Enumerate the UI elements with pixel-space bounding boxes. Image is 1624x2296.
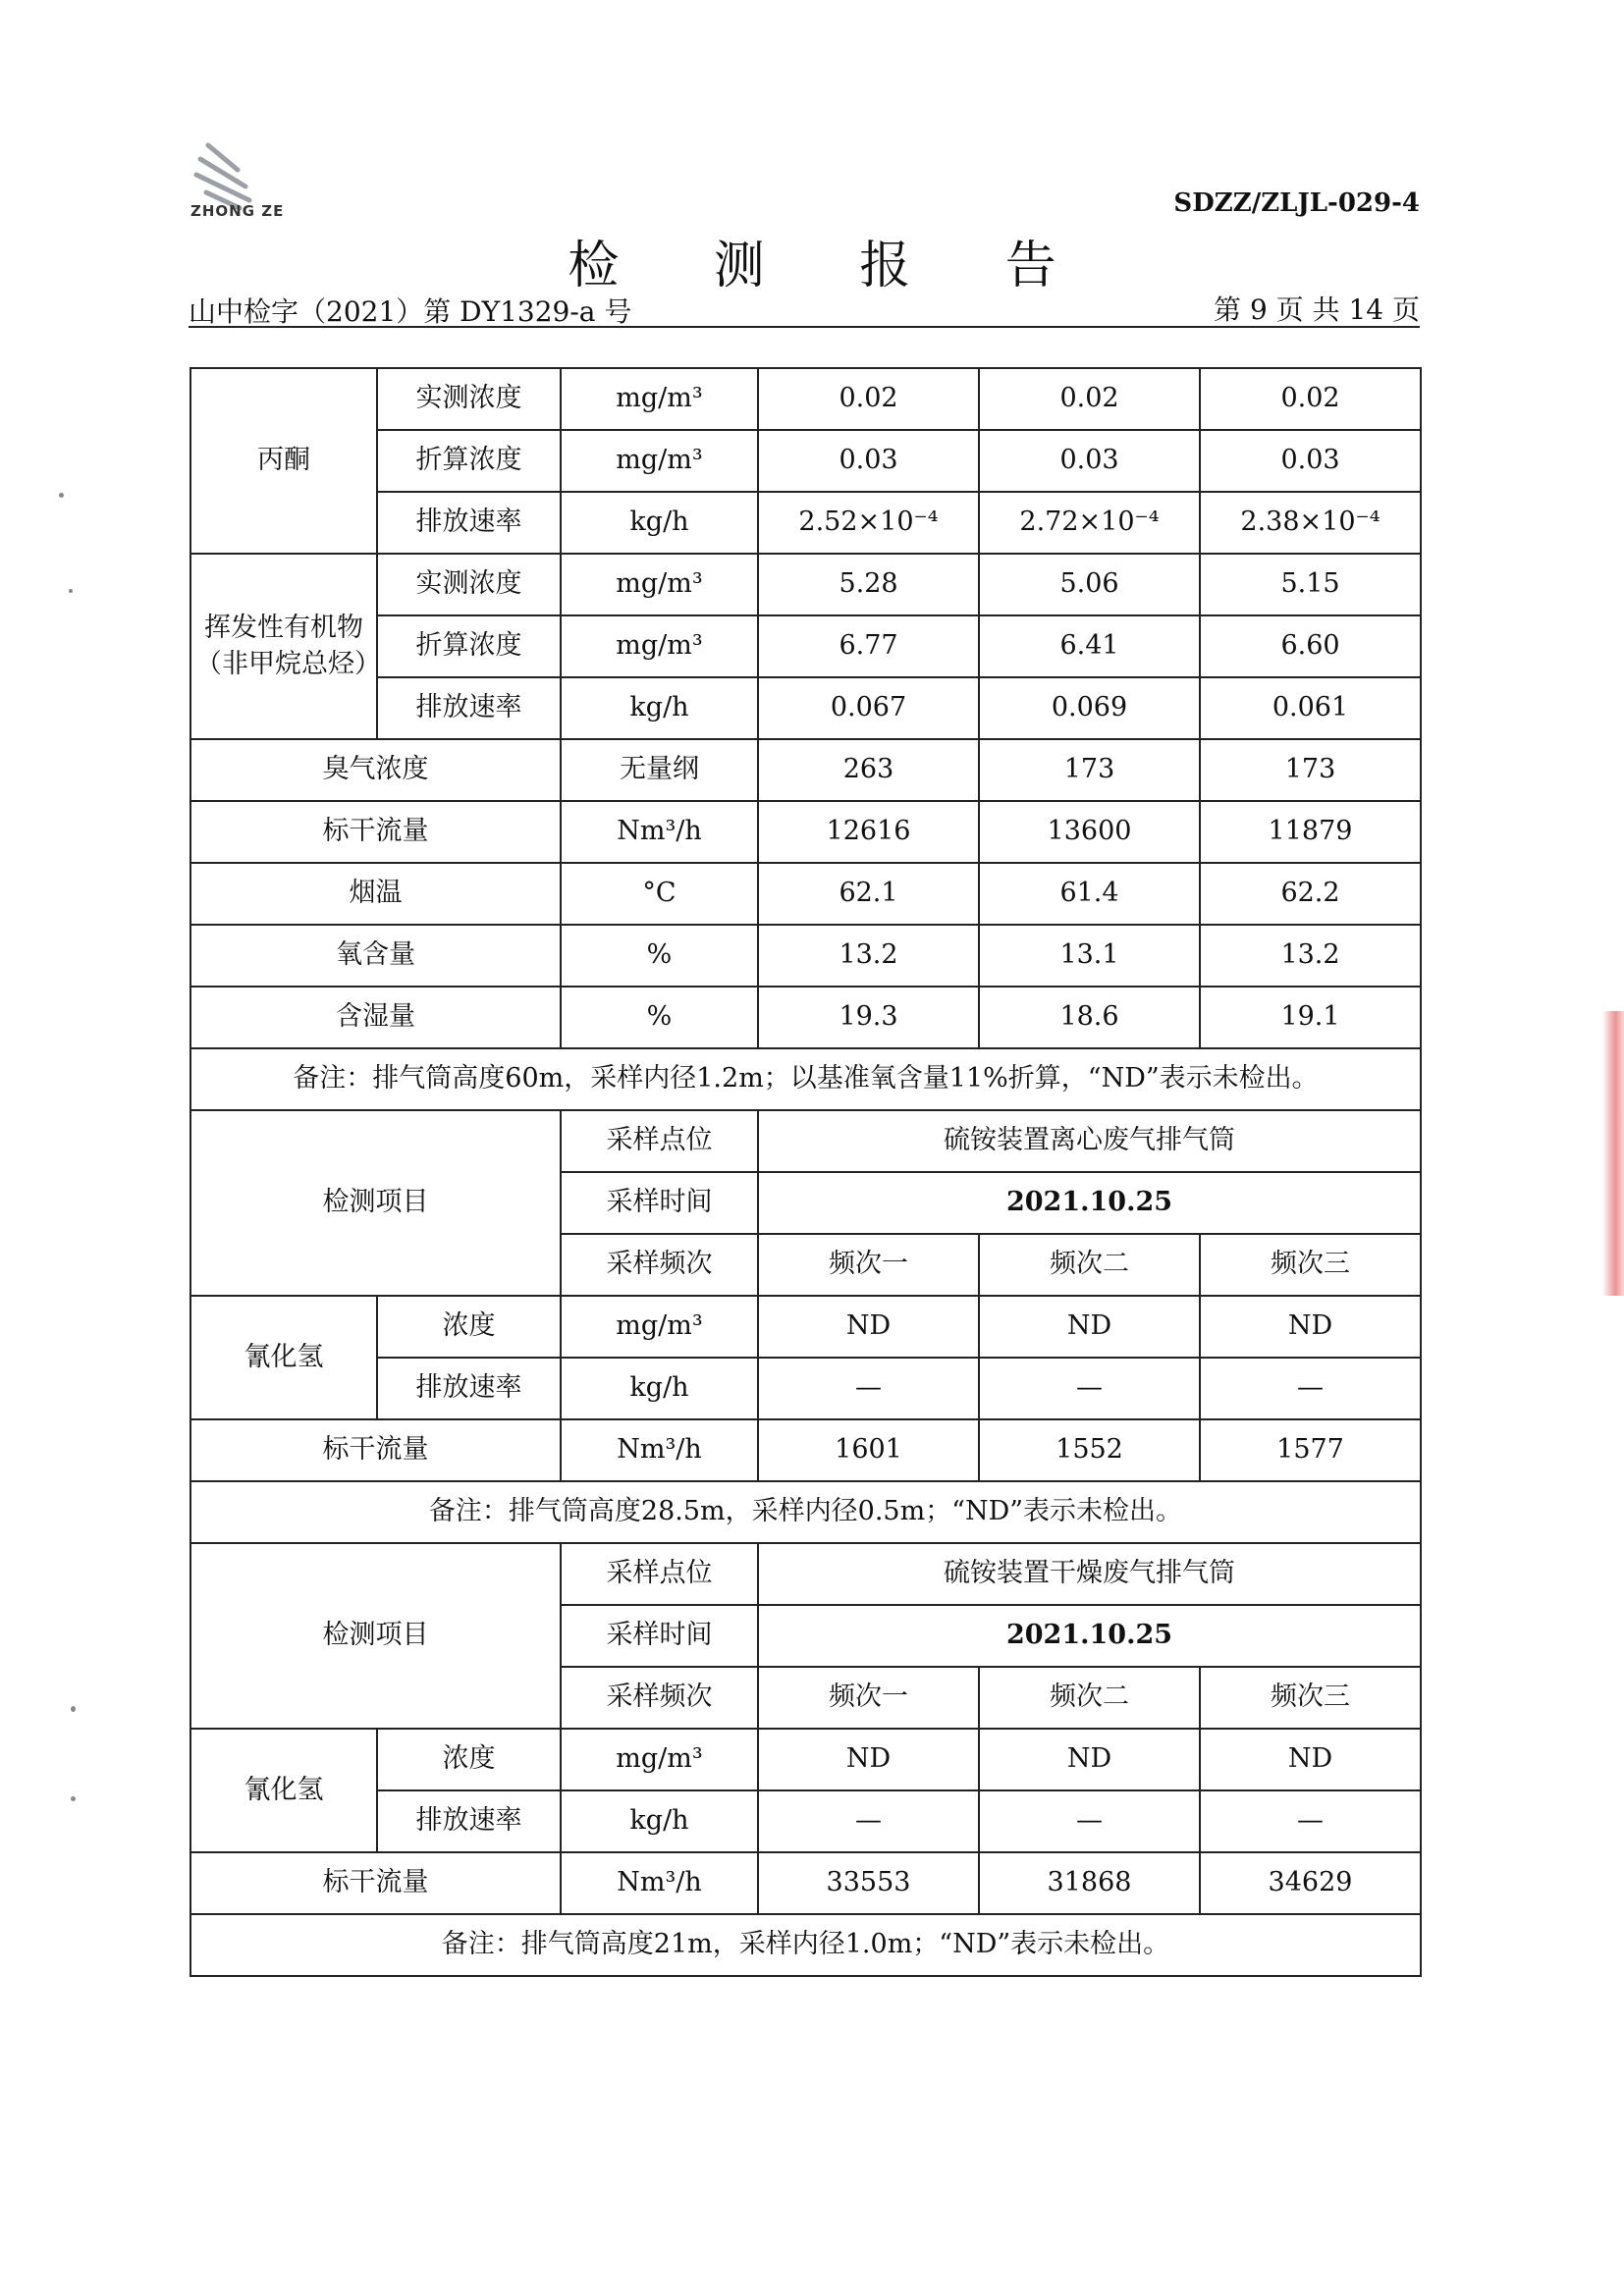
table-row bbox=[190, 925, 1421, 987]
scan-dot bbox=[71, 1796, 76, 1801]
value-cell: ND bbox=[1200, 1296, 1421, 1358]
value-cell: ND bbox=[979, 1729, 1200, 1790]
unit-cell: mg/m³ bbox=[561, 615, 758, 677]
freq-cell: 频次二 bbox=[979, 1234, 1200, 1296]
unit-cell: Nm³/h bbox=[561, 801, 758, 863]
table-row bbox=[190, 1110, 1421, 1172]
value-cell: 0.03 bbox=[1200, 430, 1421, 492]
value-cell: 13600 bbox=[979, 801, 1200, 863]
table-row bbox=[190, 801, 1421, 863]
param-cell: 氧含量 bbox=[190, 925, 561, 987]
table-row bbox=[190, 1048, 1421, 1110]
value-cell: 0.061 bbox=[1200, 677, 1421, 739]
time-label-cell: 采样时间 bbox=[561, 1172, 758, 1234]
value-cell: 19.1 bbox=[1200, 987, 1421, 1048]
param-cell: 实测浓度 bbox=[377, 368, 561, 430]
param-cell: 标干流量 bbox=[190, 801, 561, 863]
scan-dot bbox=[71, 1706, 76, 1712]
value-cell: 173 bbox=[1200, 739, 1421, 801]
value-cell: — bbox=[758, 1358, 979, 1419]
value-cell: 2.52×10⁻⁴ bbox=[758, 492, 979, 554]
value-cell: 5.28 bbox=[758, 554, 979, 615]
unit-cell: kg/h bbox=[561, 1790, 758, 1852]
unit-cell: Nm³/h bbox=[561, 1419, 758, 1481]
value-cell: — bbox=[758, 1790, 979, 1852]
site-cell: 硫铵装置干燥废气排气筒 bbox=[758, 1543, 1421, 1605]
time-cell: 2021.10.25 bbox=[758, 1172, 1421, 1234]
page-number: 第 9 页 共 14 页 bbox=[1214, 294, 1420, 326]
header-divider bbox=[189, 326, 1420, 328]
param-cell: 排放速率 bbox=[377, 1790, 561, 1852]
unit-cell: Nm³/h bbox=[561, 1852, 758, 1914]
value-cell: 34629 bbox=[1200, 1852, 1421, 1914]
unit-cell: mg/m³ bbox=[561, 1296, 758, 1358]
pollutant-name: 丙酮 bbox=[190, 368, 377, 554]
param-cell: 折算浓度 bbox=[377, 430, 561, 492]
unit-cell: kg/h bbox=[561, 677, 758, 739]
value-cell: 263 bbox=[758, 739, 979, 801]
param-cell: 标干流量 bbox=[190, 1419, 561, 1481]
value-cell: — bbox=[979, 1358, 1200, 1419]
unit-cell: mg/m³ bbox=[561, 554, 758, 615]
param-cell: 实测浓度 bbox=[377, 554, 561, 615]
value-cell: 0.069 bbox=[979, 677, 1200, 739]
table-row bbox=[190, 554, 1421, 615]
freq-label-cell: 采样频次 bbox=[561, 1234, 758, 1296]
value-cell: 11879 bbox=[1200, 801, 1421, 863]
value-cell: 31868 bbox=[979, 1852, 1200, 1914]
param-cell: 烟温 bbox=[190, 863, 561, 925]
value-cell: 0.02 bbox=[1200, 368, 1421, 430]
value-cell: 2.72×10⁻⁴ bbox=[979, 492, 1200, 554]
value-cell: 18.6 bbox=[979, 987, 1200, 1048]
site-label-cell: 采样点位 bbox=[561, 1543, 758, 1605]
value-cell: 173 bbox=[979, 739, 1200, 801]
unit-cell: 无量纲 bbox=[561, 739, 758, 801]
scan-dot bbox=[59, 493, 64, 498]
param-cell: 标干流量 bbox=[190, 1852, 561, 1914]
table-row bbox=[190, 1852, 1421, 1914]
value-cell: 1601 bbox=[758, 1419, 979, 1481]
table-row bbox=[190, 368, 1421, 430]
value-cell: 6.60 bbox=[1200, 615, 1421, 677]
table-row bbox=[190, 1419, 1421, 1481]
value-cell: — bbox=[1200, 1358, 1421, 1419]
value-cell: ND bbox=[979, 1296, 1200, 1358]
value-cell: 2.38×10⁻⁴ bbox=[1200, 492, 1421, 554]
freq-cell: 频次三 bbox=[1200, 1667, 1421, 1729]
note-cell: 备注：排气筒高度28.5m，采样内径0.5m；“ND”表示未检出。 bbox=[190, 1481, 1421, 1543]
report-number: 山中检字（2021）第 DY1329-a 号 bbox=[189, 295, 632, 328]
unit-cell: % bbox=[561, 925, 758, 987]
value-cell: 0.03 bbox=[979, 430, 1200, 492]
pollutant-name: 挥发性有机物（非甲烷总烃） bbox=[190, 554, 377, 739]
value-cell: 5.15 bbox=[1200, 554, 1421, 615]
table-row bbox=[190, 1481, 1421, 1543]
param-cell: 浓度 bbox=[377, 1729, 561, 1790]
value-cell: 13.1 bbox=[979, 925, 1200, 987]
results-table bbox=[189, 367, 1422, 1977]
value-cell: 19.3 bbox=[758, 987, 979, 1048]
value-cell: ND bbox=[1200, 1729, 1421, 1790]
value-cell: — bbox=[1200, 1790, 1421, 1852]
param-cell: 排放速率 bbox=[377, 492, 561, 554]
site-cell: 硫铵装置离心废气排气筒 bbox=[758, 1110, 1421, 1172]
param-cell: 臭气浓度 bbox=[190, 739, 561, 801]
table-row bbox=[190, 987, 1421, 1048]
value-cell: — bbox=[979, 1790, 1200, 1852]
value-cell: 62.2 bbox=[1200, 863, 1421, 925]
scan-dot bbox=[69, 589, 73, 593]
param-cell: 排放速率 bbox=[377, 1358, 561, 1419]
site-label-cell: 采样点位 bbox=[561, 1110, 758, 1172]
param-cell: 含湿量 bbox=[190, 987, 561, 1048]
value-cell: 5.06 bbox=[979, 554, 1200, 615]
freq-cell: 频次三 bbox=[1200, 1234, 1421, 1296]
unit-cell: mg/m³ bbox=[561, 430, 758, 492]
unit-cell: kg/h bbox=[561, 1358, 758, 1419]
value-cell: 6.41 bbox=[979, 615, 1200, 677]
value-cell: ND bbox=[758, 1729, 979, 1790]
value-cell: 1552 bbox=[979, 1419, 1200, 1481]
note-cell: 备注：排气筒高度60m，采样内径1.2m；以基准氧含量11%折算，“ND”表示未检出。 bbox=[190, 1048, 1421, 1110]
value-cell: 0.03 bbox=[758, 430, 979, 492]
time-label-cell: 采样时间 bbox=[561, 1605, 758, 1667]
freq-cell: 频次一 bbox=[758, 1234, 979, 1296]
table-row bbox=[190, 739, 1421, 801]
param-cell: 浓度 bbox=[377, 1296, 561, 1358]
freq-label-cell: 采样频次 bbox=[561, 1667, 758, 1729]
pollutant-name: 氰化氢 bbox=[190, 1729, 377, 1852]
table-row bbox=[190, 863, 1421, 925]
value-cell: 13.2 bbox=[1200, 925, 1421, 987]
logo-text: ZHONG ZE bbox=[190, 202, 285, 220]
value-cell: 33553 bbox=[758, 1852, 979, 1914]
param-cell: 折算浓度 bbox=[377, 615, 561, 677]
table-row bbox=[190, 1543, 1421, 1605]
value-cell: 13.2 bbox=[758, 925, 979, 987]
report-title: 检 测 报 告 bbox=[568, 237, 1096, 295]
item-label-cell: 检测项目 bbox=[190, 1110, 561, 1296]
pollutant-name: 氰化氢 bbox=[190, 1296, 377, 1419]
value-cell: 62.1 bbox=[758, 863, 979, 925]
document-code: SDZZ/ZLJL-029-4 bbox=[1173, 188, 1420, 218]
value-cell: 0.02 bbox=[758, 368, 979, 430]
freq-cell: 频次一 bbox=[758, 1667, 979, 1729]
value-cell: 12616 bbox=[758, 801, 979, 863]
unit-cell: mg/m³ bbox=[561, 1729, 758, 1790]
freq-cell: 频次二 bbox=[979, 1667, 1200, 1729]
value-cell: 0.02 bbox=[979, 368, 1200, 430]
unit-cell: % bbox=[561, 987, 758, 1048]
item-label-cell: 检测项目 bbox=[190, 1543, 561, 1729]
table-row bbox=[190, 1729, 1421, 1790]
seal-edge-mark bbox=[1602, 1011, 1624, 1296]
table-row bbox=[190, 1914, 1421, 1976]
value-cell: 0.067 bbox=[758, 677, 979, 739]
note-cell: 备注：排气筒高度21m，采样内径1.0m；“ND”表示未检出。 bbox=[190, 1914, 1421, 1976]
unit-cell: mg/m³ bbox=[561, 368, 758, 430]
value-cell: 1577 bbox=[1200, 1419, 1421, 1481]
time-cell: 2021.10.25 bbox=[758, 1605, 1421, 1667]
unit-cell: kg/h bbox=[561, 492, 758, 554]
value-cell: ND bbox=[758, 1296, 979, 1358]
value-cell: 61.4 bbox=[979, 863, 1200, 925]
value-cell: 6.77 bbox=[758, 615, 979, 677]
unit-cell: °C bbox=[561, 863, 758, 925]
param-cell: 排放速率 bbox=[377, 677, 561, 739]
table-row bbox=[190, 1296, 1421, 1358]
